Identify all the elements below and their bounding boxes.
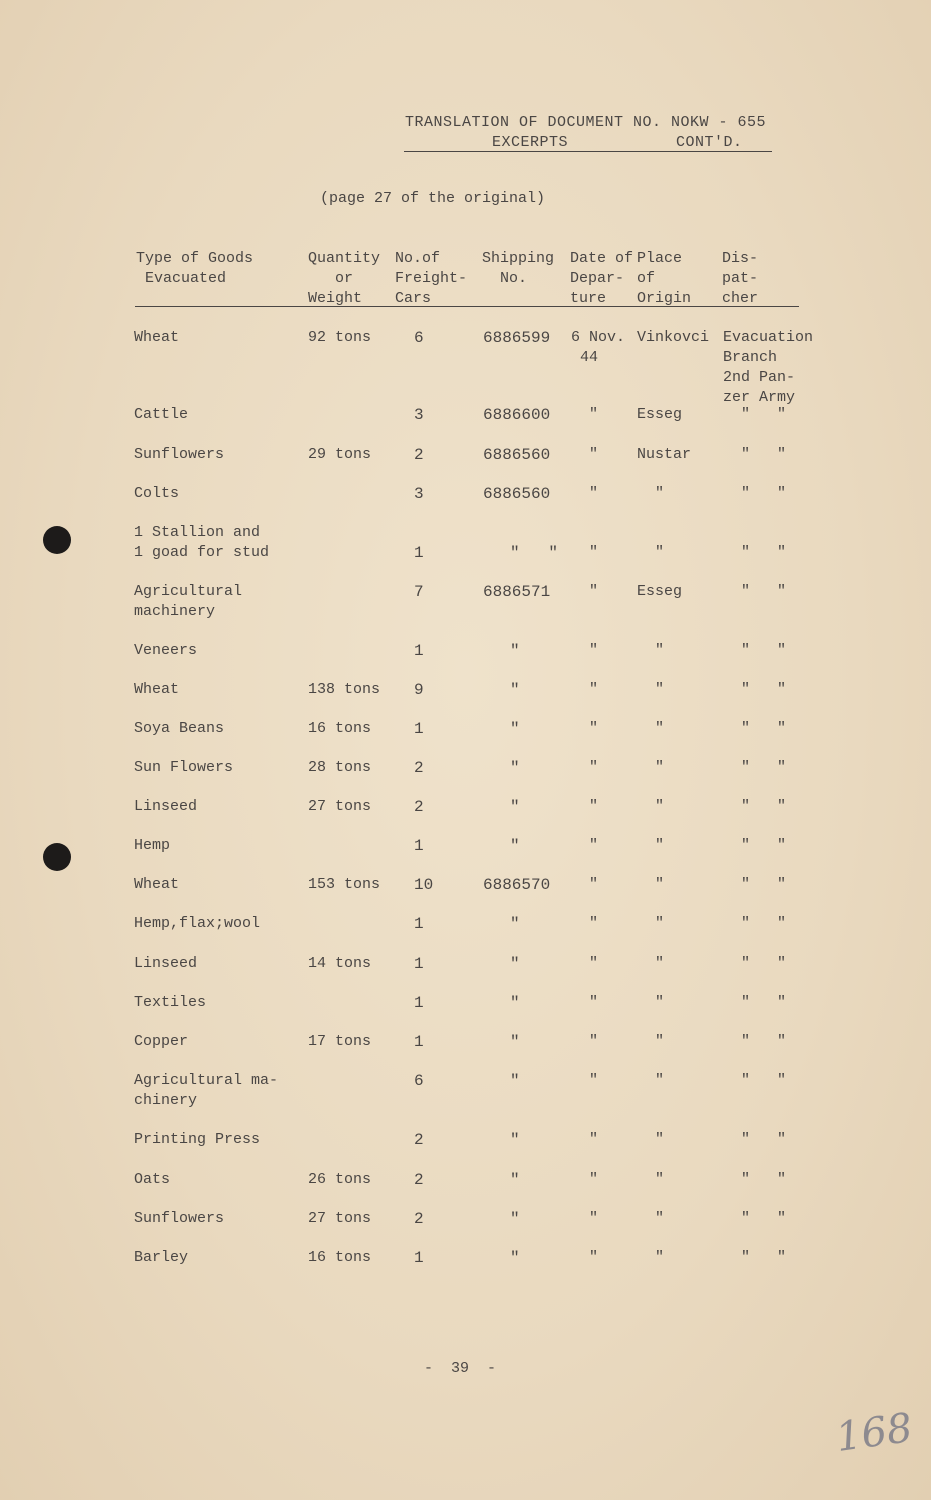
table-cell-cars: 2 bbox=[414, 798, 424, 816]
table-cell-disp: " " bbox=[741, 876, 787, 893]
table-cell-origin: Vinkovci bbox=[637, 329, 710, 346]
table-cell-date: " bbox=[589, 798, 599, 815]
table-cell-ship: 6886560 bbox=[483, 485, 551, 503]
table-cell-origin: Nustar bbox=[637, 446, 692, 463]
table-cell-ship: 6886570 bbox=[483, 876, 551, 894]
table-cell-ship: 6886600 bbox=[483, 406, 551, 424]
table-cell-qty: 138 tons bbox=[308, 681, 381, 698]
table-cell-goods: Hemp,flax;wool bbox=[134, 915, 261, 932]
table-cell-cars: 2 bbox=[414, 1210, 424, 1228]
page-reference: (page 27 of the original) bbox=[320, 190, 546, 207]
table-cell-goods: Wheat bbox=[134, 681, 180, 698]
table-cell-qty: 92 tons bbox=[308, 329, 372, 346]
table-cell-ship: " bbox=[510, 955, 520, 973]
table-cell-goods: Sunflowers bbox=[134, 446, 225, 463]
document-title: TRANSLATION OF DOCUMENT NO. NOKW - 655 bbox=[405, 114, 767, 131]
column-header: Place of Origin bbox=[637, 250, 692, 307]
table-cell-ship: 6886571 bbox=[483, 583, 551, 601]
table-cell-ship: " bbox=[510, 720, 520, 738]
table-cell-ship: " bbox=[510, 837, 520, 855]
table-cell-cars: 10 bbox=[414, 876, 434, 894]
table-cell-origin: " bbox=[655, 1033, 665, 1050]
table-cell-ship: 6886599 bbox=[483, 329, 551, 347]
table-cell-origin: " bbox=[655, 485, 665, 502]
table-cell-qty: 27 tons bbox=[308, 798, 372, 815]
table-cell-cars: 1 bbox=[414, 915, 424, 933]
table-cell-ship: " bbox=[510, 1131, 520, 1149]
table-cell-cars: 2 bbox=[414, 446, 424, 464]
table-cell-cars: 9 bbox=[414, 681, 424, 699]
table-cell-cars: 1 bbox=[414, 642, 424, 660]
table-cell-cars: 3 bbox=[414, 485, 424, 503]
table-cell-date: " bbox=[589, 681, 599, 698]
table-cell-origin: " bbox=[655, 759, 665, 776]
table-cell-cars: 6 bbox=[414, 1072, 424, 1090]
table-cell-ship: " bbox=[510, 1171, 520, 1189]
table-cell-goods: Linseed bbox=[134, 798, 198, 815]
table-cell-cars: 1 bbox=[414, 837, 424, 855]
table-cell-goods: Soya Beans bbox=[134, 720, 225, 737]
table-cell-date: 6 Nov. 44 bbox=[571, 329, 626, 366]
column-header: Date of Depar- ture bbox=[570, 250, 634, 307]
table-cell-cars: 1 bbox=[414, 955, 424, 973]
table-cell-origin: " bbox=[655, 642, 665, 659]
table-cell-qty: 16 tons bbox=[308, 1249, 372, 1266]
page-number: - 39 - bbox=[424, 1360, 497, 1377]
table-cell-origin: " bbox=[655, 1131, 665, 1148]
table-cell-qty: 14 tons bbox=[308, 955, 372, 972]
table-cell-cars: 2 bbox=[414, 759, 424, 777]
column-header: Quantity or Weight bbox=[308, 250, 381, 307]
table-cell-goods: Agricultural machinery bbox=[134, 583, 243, 620]
table-cell-disp: " " bbox=[741, 955, 787, 972]
table-cell-disp: " " bbox=[741, 837, 787, 854]
table-cell-goods: Colts bbox=[134, 485, 180, 502]
table-cell-qty: 28 tons bbox=[308, 759, 372, 776]
table-cell-disp: " " bbox=[741, 915, 787, 932]
table-cell-goods: Linseed bbox=[134, 955, 198, 972]
table-cell-origin: " bbox=[655, 1210, 665, 1227]
table-cell-origin: " bbox=[655, 1249, 665, 1266]
table-cell-date: " bbox=[589, 583, 599, 600]
table-cell-ship: " bbox=[510, 642, 520, 660]
table-cell-qty: 26 tons bbox=[308, 1171, 372, 1188]
table-cell-goods: Cattle bbox=[134, 406, 189, 423]
table-cell-date: " bbox=[589, 1249, 599, 1266]
table-cell-disp: " " bbox=[741, 544, 787, 561]
table-cell-cars: 1 bbox=[414, 720, 424, 738]
table-cell-disp: " " bbox=[741, 446, 787, 463]
table-cell-date: " bbox=[589, 915, 599, 932]
table-cell-origin: " bbox=[655, 1171, 665, 1188]
table-cell-date: " bbox=[589, 837, 599, 854]
table-cell-goods: Sun Flowers bbox=[134, 759, 234, 776]
table-cell-goods: Oats bbox=[134, 1171, 171, 1188]
table-cell-goods: Wheat bbox=[134, 876, 180, 893]
table-cell-disp: Evacuation Branch 2nd Pan- zer Army bbox=[723, 329, 814, 406]
table-cell-goods: Printing Press bbox=[134, 1131, 261, 1148]
table-cell-ship: " bbox=[510, 915, 520, 933]
table-cell-ship: " bbox=[510, 759, 520, 777]
table-cell-cars: 1 bbox=[414, 1249, 424, 1267]
table-cell-disp: " " bbox=[741, 1249, 787, 1266]
table-cell-disp: " " bbox=[741, 1131, 787, 1148]
table-cell-disp: " " bbox=[741, 1072, 787, 1089]
column-header: No.of Freight- Cars bbox=[395, 250, 468, 307]
table-cell-disp: " " bbox=[741, 1033, 787, 1050]
table-cell-goods: Veneers bbox=[134, 642, 198, 659]
table-cell-origin: " bbox=[655, 1072, 665, 1089]
table-cell-cars: 1 bbox=[414, 994, 424, 1012]
contd-label: CONT'D. bbox=[676, 134, 743, 151]
table-cell-goods: 1 Stallion and 1 goad for stud bbox=[134, 524, 270, 561]
table-cell-ship: " bbox=[510, 798, 520, 816]
table-cell-qty: 153 tons bbox=[308, 876, 381, 893]
table-cell-disp: " " bbox=[741, 485, 787, 502]
table-cell-disp: " " bbox=[741, 681, 787, 698]
table-cell-date: " bbox=[589, 876, 599, 893]
table-cell-origin: " bbox=[655, 544, 665, 561]
table-cell-date: " bbox=[589, 1210, 599, 1227]
table-cell-origin: " bbox=[655, 915, 665, 932]
column-header: Dis- pat- cher bbox=[722, 250, 759, 307]
table-cell-date: " bbox=[589, 642, 599, 659]
table-cell-ship: " bbox=[510, 1072, 520, 1090]
table-cell-disp: " " bbox=[741, 1171, 787, 1188]
table-cell-date: " bbox=[589, 446, 599, 463]
table-cell-origin: " bbox=[655, 798, 665, 815]
table-cell-disp: " " bbox=[741, 642, 787, 659]
table-cell-date: " bbox=[589, 759, 599, 776]
table-cell-date: " bbox=[589, 720, 599, 737]
table-cell-qty: 29 tons bbox=[308, 446, 372, 463]
table-cell-disp: " " bbox=[741, 720, 787, 737]
table-cell-cars: 3 bbox=[414, 406, 424, 424]
table-cell-goods: Wheat bbox=[134, 329, 180, 346]
table-cell-goods: Barley bbox=[134, 1249, 189, 1266]
table-cell-origin: " bbox=[655, 681, 665, 698]
title-underline bbox=[404, 151, 772, 152]
table-cell-goods: Copper bbox=[134, 1033, 189, 1050]
table-cell-cars: 2 bbox=[414, 1131, 424, 1149]
table-cell-ship: " bbox=[510, 1210, 520, 1228]
handwritten-page-number: 168 bbox=[833, 1404, 916, 1462]
table-cell-cars: 1 bbox=[414, 544, 424, 562]
table-cell-goods: Hemp bbox=[134, 837, 171, 854]
table-cell-origin: " bbox=[655, 994, 665, 1011]
table-cell-disp: " " bbox=[741, 583, 787, 600]
table-cell-goods: Textiles bbox=[134, 994, 207, 1011]
header-rule bbox=[135, 306, 799, 307]
table-cell-disp: " " bbox=[741, 759, 787, 776]
table-cell-ship: " bbox=[510, 1033, 520, 1051]
table-cell-date: " bbox=[589, 994, 599, 1011]
table-cell-cars: 2 bbox=[414, 1171, 424, 1189]
table-cell-goods: Sunflowers bbox=[134, 1210, 225, 1227]
table-cell-date: " bbox=[589, 1131, 599, 1148]
table-cell-cars: 1 bbox=[414, 1033, 424, 1051]
table-cell-origin: Esseg bbox=[637, 583, 683, 600]
table-cell-ship: " " bbox=[510, 544, 559, 562]
excerpts-label: EXCERPTS bbox=[492, 134, 569, 151]
table-cell-origin: " bbox=[655, 837, 665, 854]
table-cell-disp: " " bbox=[741, 1210, 787, 1227]
table-cell-date: " bbox=[589, 955, 599, 972]
table-cell-date: " bbox=[589, 1033, 599, 1050]
table-cell-disp: " " bbox=[741, 994, 787, 1011]
table-cell-ship: " bbox=[510, 994, 520, 1012]
table-cell-date: " bbox=[589, 1171, 599, 1188]
table-cell-date: " bbox=[589, 485, 599, 502]
table-cell-origin: " bbox=[655, 720, 665, 737]
table-cell-disp: " " bbox=[741, 798, 787, 815]
table-cell-disp: " " bbox=[741, 406, 787, 423]
table-cell-goods: Agricultural ma- chinery bbox=[134, 1072, 279, 1109]
punch-hole bbox=[43, 843, 71, 871]
punch-hole bbox=[43, 526, 71, 554]
table-cell-qty: 16 tons bbox=[308, 720, 372, 737]
column-header: Type of Goods Evacuated bbox=[136, 250, 254, 287]
table-cell-origin: " bbox=[655, 955, 665, 972]
table-cell-date: " bbox=[589, 544, 599, 561]
table-cell-origin: Esseg bbox=[637, 406, 683, 423]
table-cell-ship: " bbox=[510, 1249, 520, 1267]
table-cell-origin: " bbox=[655, 876, 665, 893]
table-cell-cars: 7 bbox=[414, 583, 424, 601]
table-cell-qty: 27 tons bbox=[308, 1210, 372, 1227]
column-header: Shipping No. bbox=[482, 250, 555, 287]
table-cell-date: " bbox=[589, 1072, 599, 1089]
table-cell-date: " bbox=[589, 406, 599, 423]
table-cell-ship: 6886560 bbox=[483, 446, 551, 464]
table-cell-ship: " bbox=[510, 681, 520, 699]
table-cell-qty: 17 tons bbox=[308, 1033, 372, 1050]
table-cell-cars: 6 bbox=[414, 329, 424, 347]
